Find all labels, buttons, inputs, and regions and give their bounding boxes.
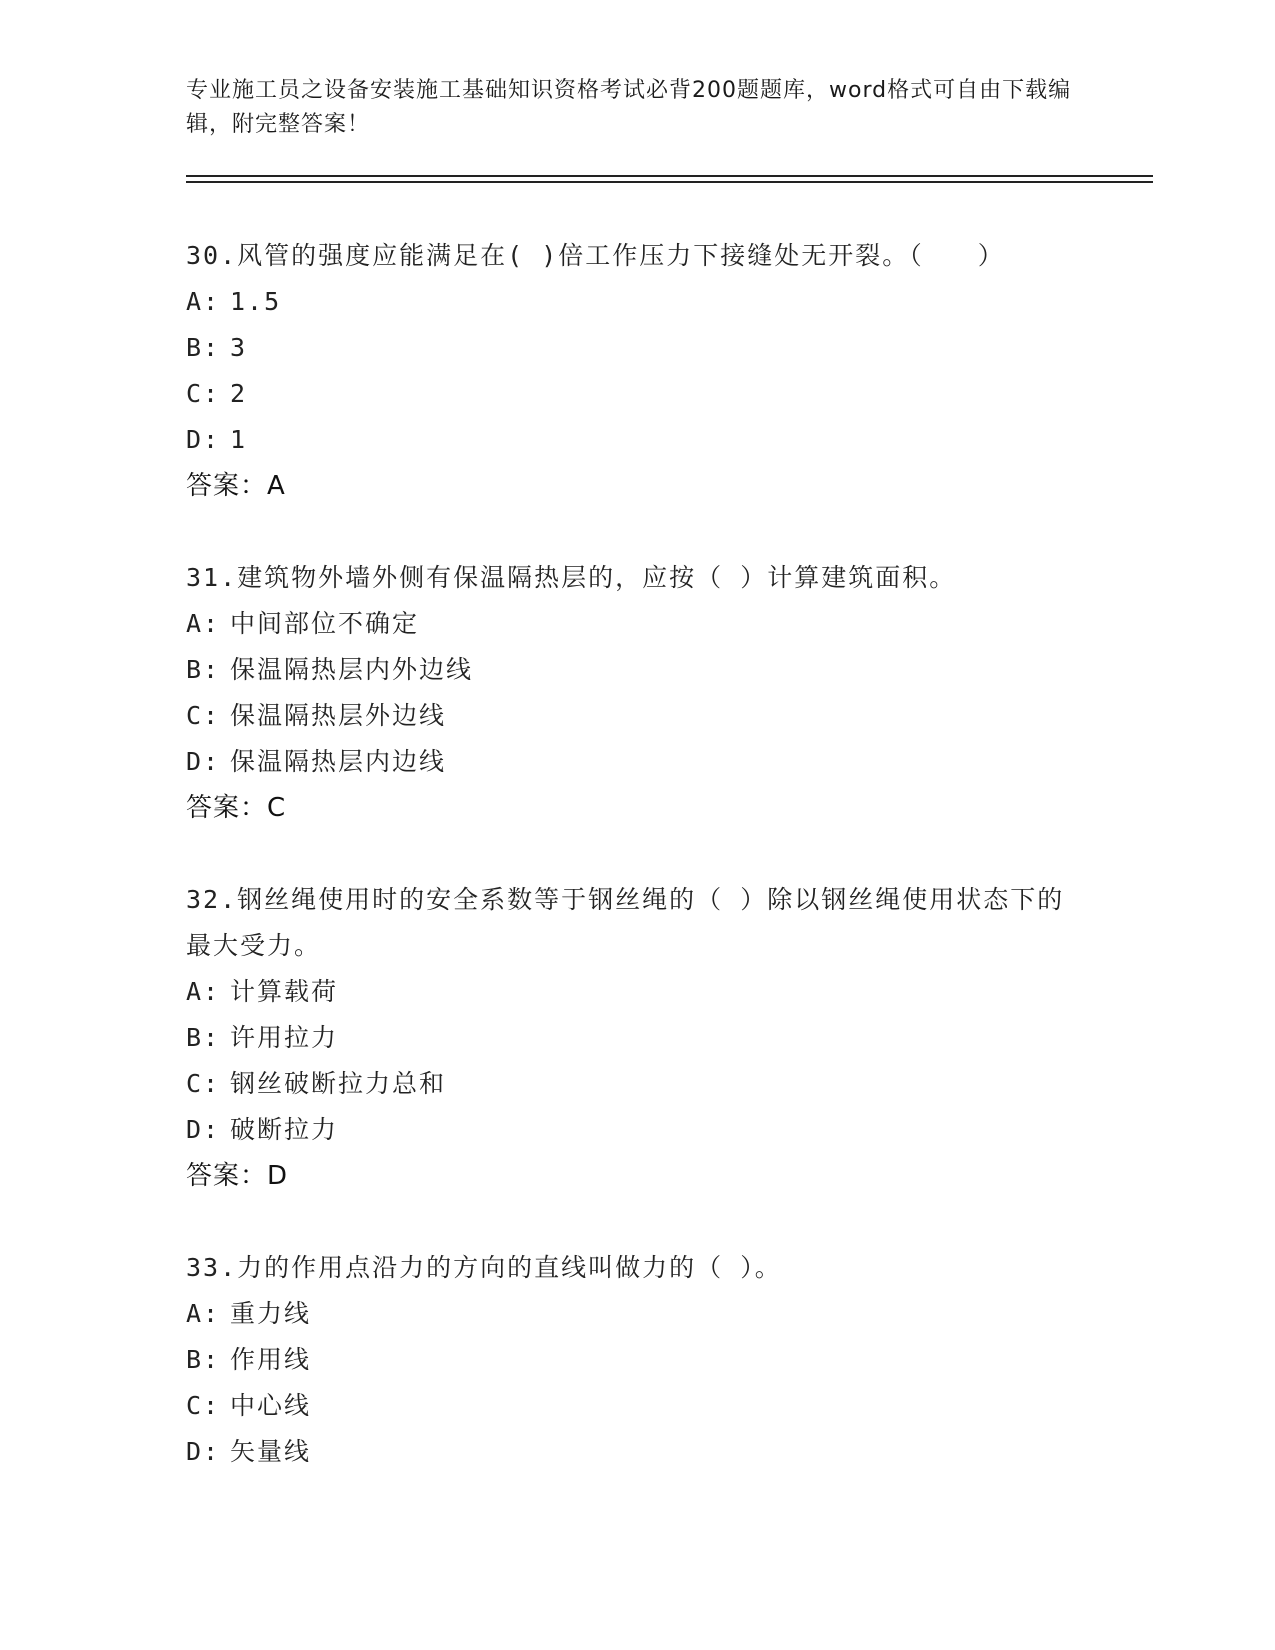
option-text: 2 <box>230 379 248 408</box>
option-a <box>186 969 1086 1015</box>
option-letter: D: <box>186 747 221 776</box>
option-letter: A: <box>186 977 221 1006</box>
option-d <box>186 1429 1086 1475</box>
option-letter: D: <box>186 1115 221 1144</box>
option-b <box>186 647 1086 693</box>
question-title: 32.钢丝绳使用时的安全系数等于钢丝绳的（ ）除以钢丝绳使用状态下的最大受力。 <box>186 885 1065 960</box>
header-rule-top <box>186 175 1153 177</box>
option-text: 3 <box>230 333 248 362</box>
option-d <box>186 417 1086 463</box>
answer-label: 答案：A <box>186 471 286 501</box>
option-a <box>186 1291 1086 1337</box>
question-31 <box>186 555 1086 831</box>
option-text: 重力线 <box>230 1299 312 1328</box>
question-30 <box>186 233 1086 509</box>
option-c <box>186 1061 1086 1107</box>
question-title: 30.风管的强度应能满足在( )倍工作压力下接缝处无开裂。（ ） <box>186 241 1005 270</box>
option-text: 保温隔热层内边线 <box>230 747 447 776</box>
option-letter: D: <box>186 425 221 454</box>
option-text: 计算载荷 <box>230 977 339 1006</box>
option-a <box>186 279 1086 325</box>
option-text: 中心线 <box>230 1391 312 1420</box>
option-letter: C: <box>186 701 221 730</box>
option-text: 矢量线 <box>230 1437 312 1466</box>
option-letter: B: <box>186 1023 221 1052</box>
option-a <box>186 601 1086 647</box>
option-text: 保温隔热层外边线 <box>230 701 447 730</box>
option-letter: B: <box>186 655 221 684</box>
question-32 <box>186 877 1086 1199</box>
option-letter: A: <box>186 287 221 316</box>
option-c <box>186 1383 1086 1429</box>
answer-label: 答案：C <box>186 793 287 823</box>
question-title: 31.建筑物外墙外侧有保温隔热层的，应按（ ）计算建筑面积。 <box>186 563 957 592</box>
option-letter: C: <box>186 379 221 408</box>
answer-label: 答案：D <box>186 1161 289 1191</box>
option-text: 1.5 <box>230 287 282 316</box>
option-text: 破断拉力 <box>230 1115 339 1144</box>
option-letter: A: <box>186 609 221 638</box>
option-c <box>186 371 1086 417</box>
question-title: 33.力的作用点沿力的方向的直线叫做力的（ ）。 <box>186 1253 782 1282</box>
option-b <box>186 1015 1086 1061</box>
option-letter: C: <box>186 1069 221 1098</box>
option-letter: D: <box>186 1437 221 1466</box>
question-33 <box>186 1245 1086 1475</box>
header-rule-bottom <box>186 181 1153 183</box>
option-c <box>186 693 1086 739</box>
option-text: 作用线 <box>230 1345 312 1374</box>
option-letter: B: <box>186 333 221 362</box>
option-d <box>186 739 1086 785</box>
option-text: 钢丝破断拉力总和 <box>230 1069 447 1098</box>
option-text: 中间部位不确定 <box>230 609 420 638</box>
option-letter: C: <box>186 1391 221 1420</box>
document-header: 专业施工员之设备安装施工基础知识资格考试必背200题题库，word格式可自由下载编辑，附完整答案！ <box>186 78 1072 137</box>
option-text: 保温隔热层内外边线 <box>230 655 474 684</box>
option-b <box>186 325 1086 371</box>
option-letter: B: <box>186 1345 221 1374</box>
option-letter: A: <box>186 1299 221 1328</box>
option-d <box>186 1107 1086 1153</box>
option-text: 许用拉力 <box>230 1023 339 1052</box>
option-b <box>186 1337 1086 1383</box>
option-text: 1 <box>230 425 248 454</box>
